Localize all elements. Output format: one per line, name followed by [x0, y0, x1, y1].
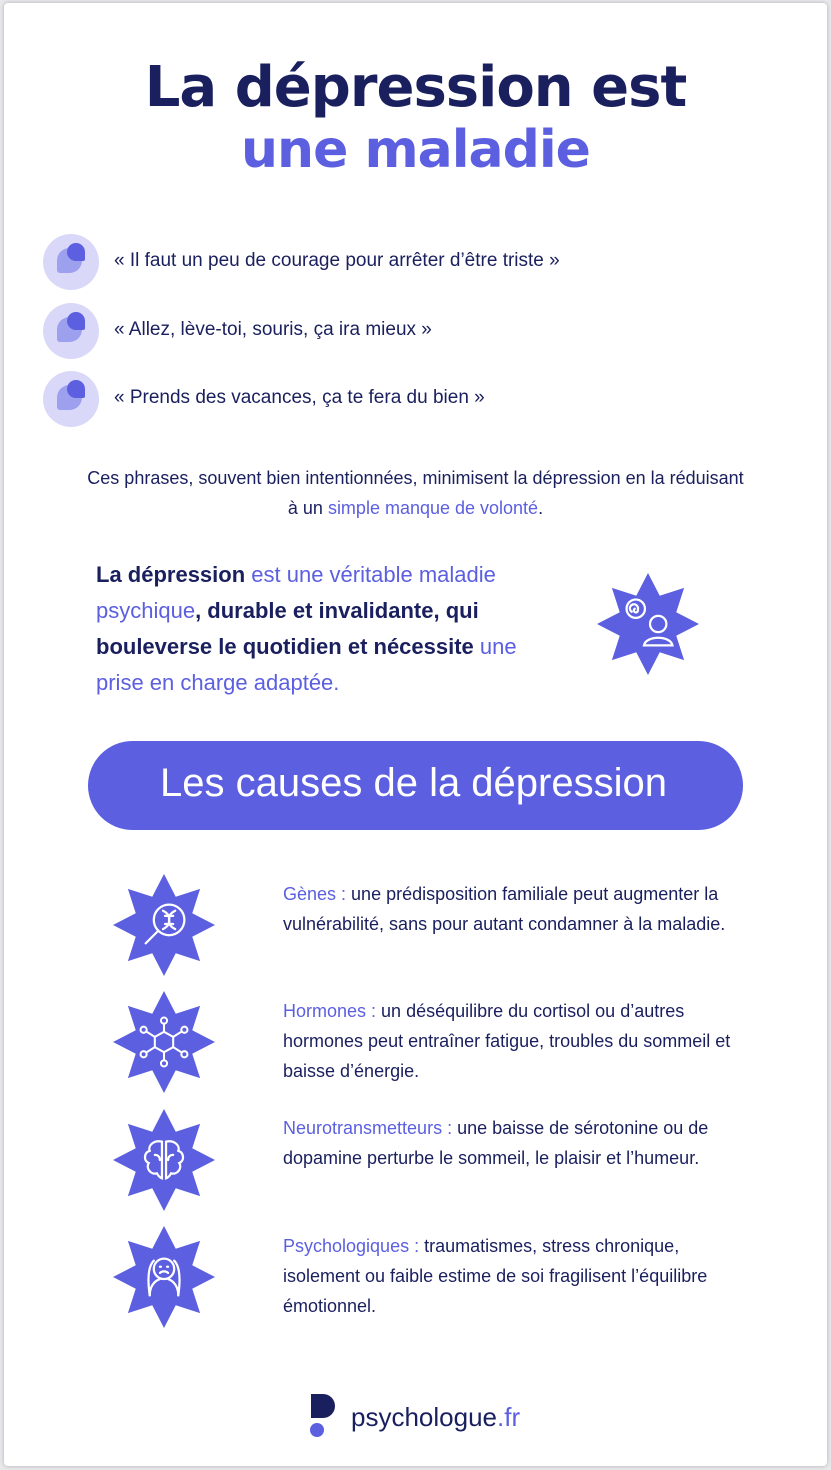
person-thought-badge-icon — [597, 573, 699, 675]
page-title-line1: La dépression est — [144, 55, 687, 120]
intro-paragraph — [80, 463, 751, 523]
psychologue-logo — [307, 1390, 537, 1440]
cause-label: Gènes : — [283, 884, 347, 904]
cause-label: Neurotransmetteurs : — [283, 1118, 453, 1138]
logo-text-main: psychologue — [351, 1402, 497, 1432]
molecule-icon — [113, 991, 215, 1093]
brain-icon — [113, 1109, 215, 1211]
intro-text-end: . — [538, 498, 544, 518]
quote-text: « Allez, lève-toi, souris, ça ira mieux » — [114, 319, 432, 340]
statement-text: , durable et invalidante, qui bouleverse le quotidien et nécessite — [96, 598, 480, 659]
logo-text — [351, 1402, 520, 1433]
quote-item — [43, 303, 743, 359]
cause-text: une baisse de sérotonine ou de dopamine perturbe le sommeil, le plaisir et l’humeur. — [283, 1118, 709, 1168]
cause-label: Hormones : — [283, 1001, 377, 1021]
speech-bubble-icon — [43, 303, 99, 359]
cause-label: Psychologiques : — [283, 1236, 420, 1256]
quote-text: « Il faut un peu de courage pour arrêter d’être triste » — [114, 250, 560, 271]
cause-hormones — [283, 996, 753, 1086]
cause-genes — [283, 879, 753, 939]
statement-highlight: est une véritable maladie psychique — [96, 562, 496, 623]
speech-bubble-icon — [43, 234, 99, 290]
quote-text: « Prends des vacances, ça te fera du bien » — [114, 387, 485, 408]
cause-text: traumatismes, stress chronique, isolement ou faible estime de soi fragilisent l’équilibre émotionnel. — [283, 1236, 708, 1316]
cause-psychological — [283, 1231, 753, 1321]
statement-paragraph — [96, 557, 566, 701]
causes-banner-title: Les causes de la dépression — [160, 761, 667, 805]
quote-item — [43, 234, 743, 290]
quote-item — [43, 371, 743, 427]
intro-highlight: simple manque de volonté — [327, 498, 539, 518]
sad-person-icon — [113, 1226, 215, 1328]
psychologue-logo-icon — [307, 1390, 347, 1440]
speech-bubble-icon — [43, 371, 99, 427]
cause-neurotransmitters — [283, 1113, 753, 1173]
cause-text: un déséquilibre du cortisol ou d’autres hormones peut entraîner fatigue, troubles du sommeil et baisse d’énergie. — [283, 1001, 731, 1081]
cause-text: une prédisposition familiale peut augmenter la vulnérabilité, sans pour autant condamner à la maladie. — [283, 884, 726, 934]
dna-magnifier-icon — [113, 874, 215, 976]
page-title-line2: une maladie — [241, 120, 590, 180]
statement-text: La dépression — [96, 562, 252, 587]
intro-text: Ces phrases, souvent bien intentionnées, minimisent la dépression en la réduisant à un — [87, 468, 744, 518]
statement-highlight: une prise en charge adaptée. — [96, 634, 517, 695]
logo-text-suffix: .fr — [497, 1402, 521, 1432]
causes-banner — [88, 741, 743, 830]
